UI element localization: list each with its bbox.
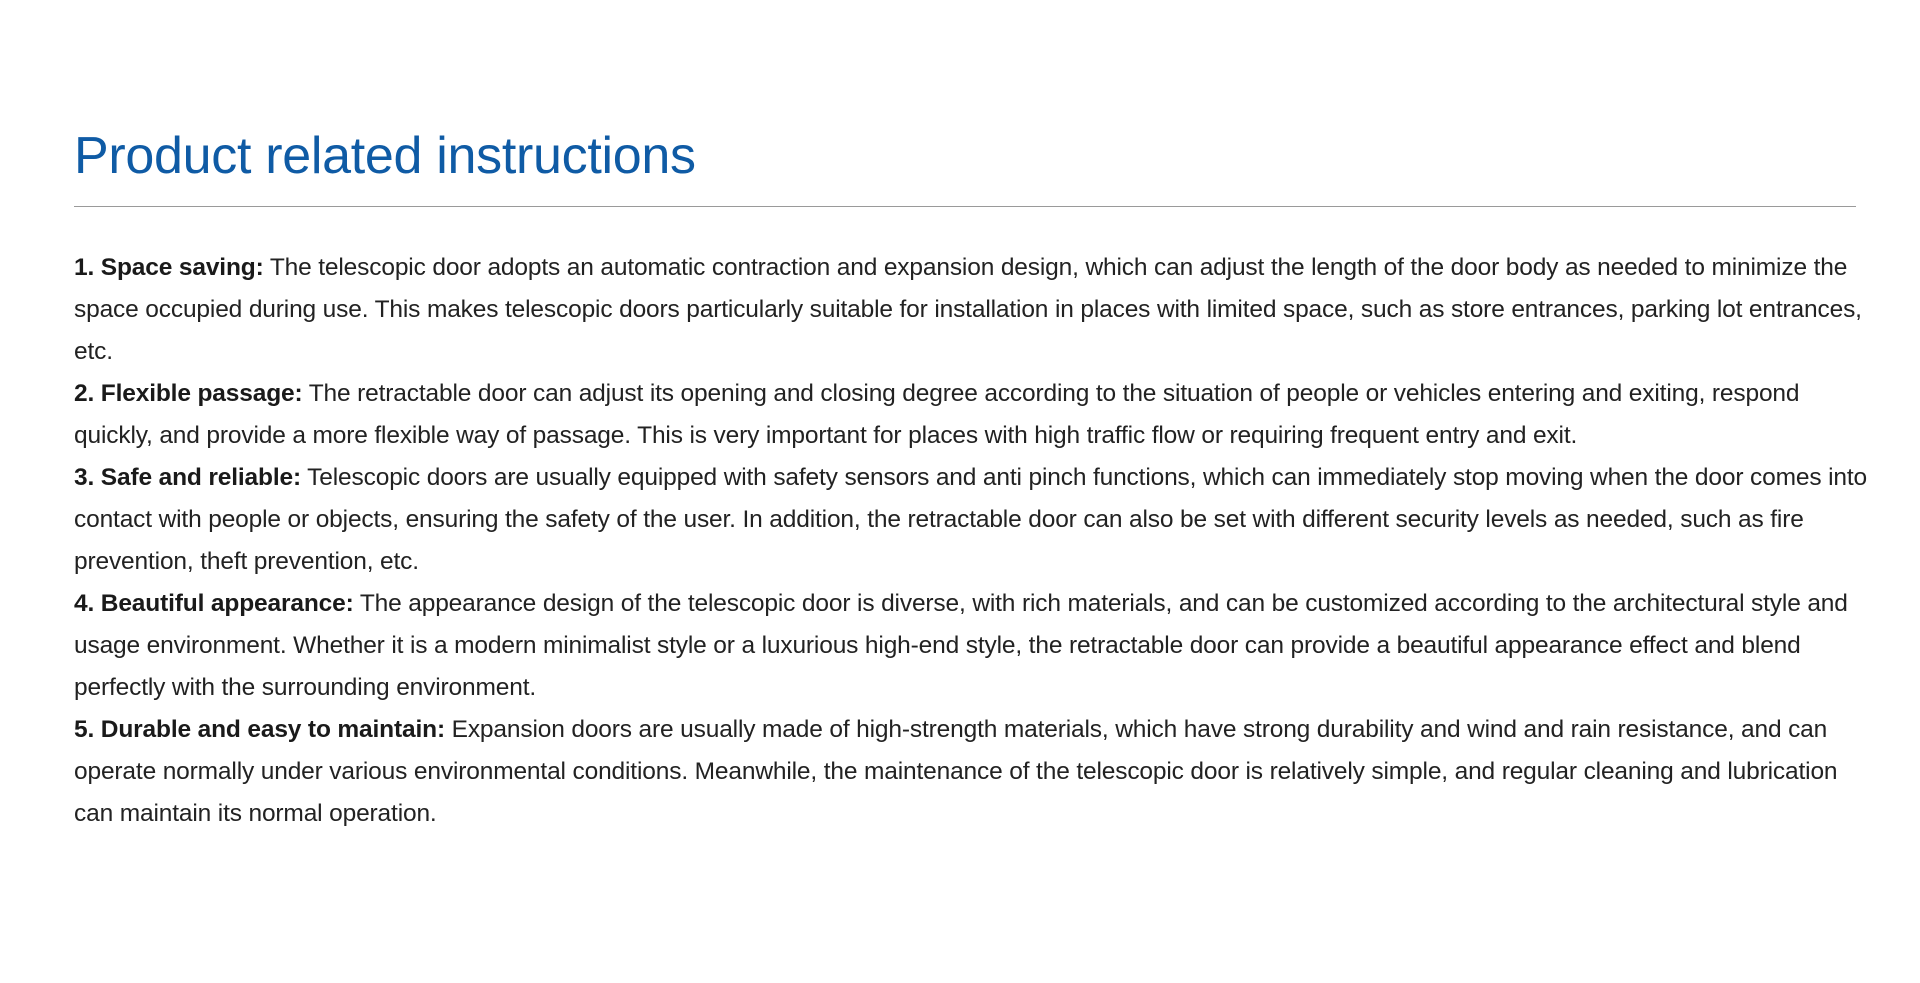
instruction-heading: 2. Flexible passage: [74, 380, 303, 407]
instruction-heading: 4. Beautiful appearance: [74, 590, 354, 617]
instruction-item-space-saving [74, 247, 1874, 373]
instruction-text: The retractable door can adjust its opening and closing degree according to the situation of people or vehicles entering and exiting, respond quickly, and provide a more flexible way of passage. This is very important for places with high traffic flow or requiring frequent entry and exit. [74, 380, 1800, 449]
instructions-content [74, 247, 1874, 835]
instruction-text: The appearance design of the telescopic door is diverse, with rich materials, and can be customized according to the architectural style and usage environment. Whether it is a modern minimalist style or a luxurious high-end style, the retractable door can provide a beautiful appearance effect and blend perfectly with the surrounding environment. [74, 590, 1848, 701]
instruction-heading: 3. Safe and reliable: [74, 464, 301, 491]
instruction-item-flexible-passage [74, 373, 1874, 457]
instruction-item-beautiful-appearance [74, 583, 1874, 709]
instruction-heading: 1. Space saving: [74, 254, 264, 281]
instruction-text: Expansion doors are usually made of high-strength materials, which have strong durability and wind and rain resistance, and can operate normally under various environmental conditions. Meanwhile, the maintenance of the telescopic door is relatively simple, and regular cleaning and lubrication can maintain its normal operation. [74, 716, 1838, 827]
instruction-text: Telescopic doors are usually equipped with safety sensors and anti pinch functions, which can immediately stop moving when the door comes into contact with people or objects, ensuring the safety of the user. In addition, the retractable door can also be set with different security levels as needed, such as fire prevention, theft prevention, etc. [74, 464, 1867, 575]
title-divider [74, 206, 1856, 207]
instruction-item-durable-maintain [74, 709, 1874, 835]
instruction-item-safe-reliable [74, 457, 1874, 583]
instruction-text: The telescopic door adopts an automatic contraction and expansion design, which can adjust the length of the door body as needed to minimize the space occupied during use. This makes telescopic doors particularly suitable for installation in places with limited space, such as store entrances, parking lot entrances, etc. [74, 254, 1862, 365]
page-title: Product related instructions [74, 127, 696, 185]
instruction-heading: 5. Durable and easy to maintain: [74, 716, 445, 743]
